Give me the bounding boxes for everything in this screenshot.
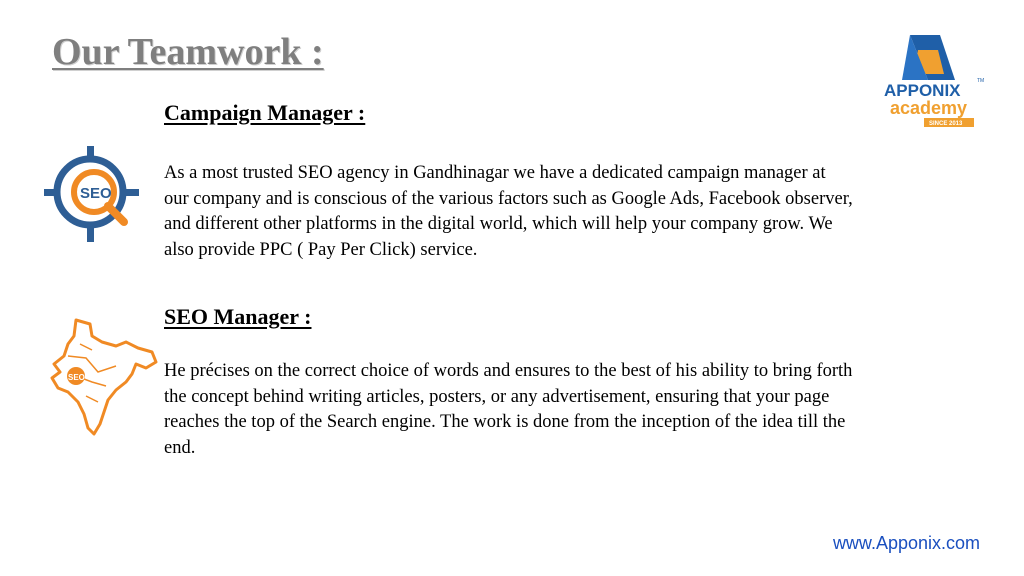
page-title: Our Teamwork : bbox=[52, 31, 324, 73]
seo-manager-heading: SEO Manager : bbox=[164, 304, 312, 329]
campaign-manager-heading: Campaign Manager : bbox=[164, 100, 366, 125]
seo-target-magnifier-icon bbox=[44, 146, 144, 244]
logo-tm-text: TM bbox=[977, 78, 985, 84]
logo-sub-text: academy bbox=[890, 98, 968, 118]
campaign-manager-text: As a most trusted SEO agency in Gandhinagar we have a dedicated campaign manager at our company and is conscious of the various factors such as Google Ads, Facebook observer, and different other platforms in the digital world, which will help your company grow. We also provide PPC ( Pay Per Click) service. bbox=[164, 163, 853, 260]
seo-map-label: SEO bbox=[68, 373, 85, 382]
seo-manager-text: He précises on the correct choice of words and ensures to the best of his ability to bring forth the concept behind writing articles, posters, or any advertisement, ensuring that your page reaches the top of the Search engine. The work is done from the inception of the idea till the end. bbox=[164, 361, 853, 458]
seo-icon-label: SEO bbox=[80, 185, 112, 202]
india-map-seo-icon bbox=[46, 316, 158, 438]
website-link[interactable]: www.Apponix.com bbox=[832, 533, 980, 553]
apponix-logo bbox=[880, 30, 990, 130]
logo-since-text: SINCE 2013 bbox=[929, 121, 963, 127]
logo-brand-text: APPONIX bbox=[884, 81, 961, 100]
